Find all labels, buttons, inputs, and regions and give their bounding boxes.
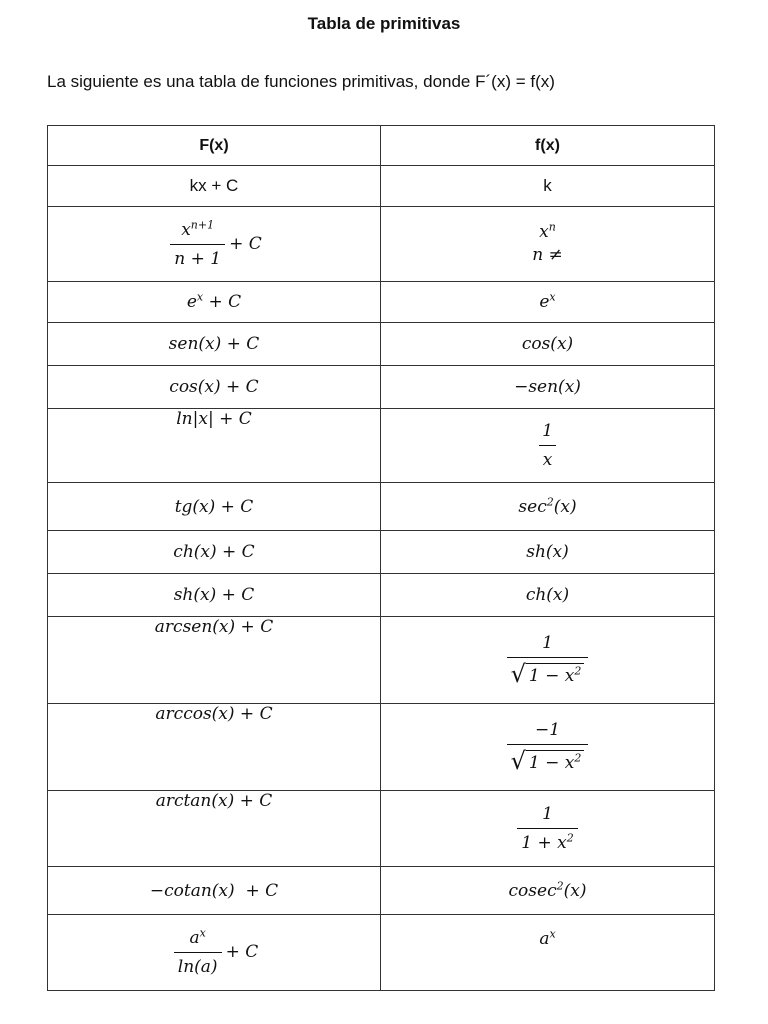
- cell-F: tg(x) + C: [48, 483, 381, 531]
- fraction: $\frac{1}{1 + x^2}$: [517, 804, 577, 853]
- table-row: [48, 574, 715, 617]
- cell-F: kx + C: [48, 166, 381, 207]
- sqrt-symbol: √: [510, 660, 526, 688]
- fraction: 1 √ $1 - x^2$: [507, 633, 589, 687]
- cell-F: $e^x + C$: [48, 282, 381, 323]
- cell-f: ch(x): [381, 574, 715, 617]
- cell-f: cosec$^2$(x): [381, 867, 715, 915]
- cell-F: $\frac{x^{n+1}}{n + 1}$ + C: [48, 207, 381, 282]
- fraction: −1 √ $1 - x^2$: [507, 720, 589, 774]
- cell-f: cos(x): [381, 323, 715, 366]
- cell-F: ln|x| + C: [48, 409, 381, 483]
- table-header-row: [48, 126, 715, 166]
- fraction: $\frac{x^{n+1}}{n + 1}$: [170, 220, 225, 269]
- intro-paragraph: La siguiente es una tabla de funciones primitivas, donde F´(x) = f(x): [47, 72, 555, 91]
- cell-f: [381, 704, 715, 791]
- cell-f: [381, 409, 715, 483]
- primitives-table: [47, 125, 715, 991]
- cell-F: −cotan(x) + C: [48, 867, 381, 915]
- cell-F: arccos(x) + C: [48, 704, 381, 791]
- table-row: [48, 366, 715, 409]
- fraction: $\frac{1}{x}$: [538, 421, 557, 470]
- header-f: f(x): [381, 126, 715, 166]
- cell-F: arctan(x) + C: [48, 791, 381, 867]
- cell-f: sh(x): [381, 531, 715, 574]
- cell-f: $x^n$ n ≠: [381, 207, 715, 282]
- cell-f: −sen(x): [381, 366, 715, 409]
- page-title: Tabla de primitivas: [307, 14, 461, 33]
- sqrt-symbol: √: [510, 747, 526, 775]
- cell-f: $e^x$: [381, 282, 715, 323]
- cell-f: [381, 791, 715, 867]
- table-row: [48, 867, 715, 915]
- cell-F: cos(x) + C: [48, 366, 381, 409]
- fraction: $\frac{a^x}{\ln(a)}$: [174, 928, 222, 977]
- table-row: [48, 704, 715, 791]
- cell-F: sen(x) + C: [48, 323, 381, 366]
- cell-F: $\frac{a^x}{\ln(a)}$ + C: [48, 915, 381, 991]
- cell-f: $a^x$: [381, 915, 715, 991]
- cell-f: $\sec^2(x)$: [381, 483, 715, 531]
- table-row: [48, 531, 715, 574]
- table-row: [48, 166, 715, 207]
- header-F: F(x): [48, 126, 381, 166]
- cell-f: k: [381, 166, 715, 207]
- cell-f: [381, 617, 715, 704]
- table-row: [48, 207, 715, 282]
- table-row: [48, 323, 715, 366]
- table-row: [48, 915, 715, 991]
- table-row: [48, 791, 715, 867]
- cell-F: ch(x) + C: [48, 531, 381, 574]
- table-row: [48, 282, 715, 323]
- cell-F: sh(x) + C: [48, 574, 381, 617]
- table-row: [48, 409, 715, 483]
- cell-F: arcsen(x) + C: [48, 617, 381, 704]
- table-row: [48, 483, 715, 531]
- table-row: [48, 617, 715, 704]
